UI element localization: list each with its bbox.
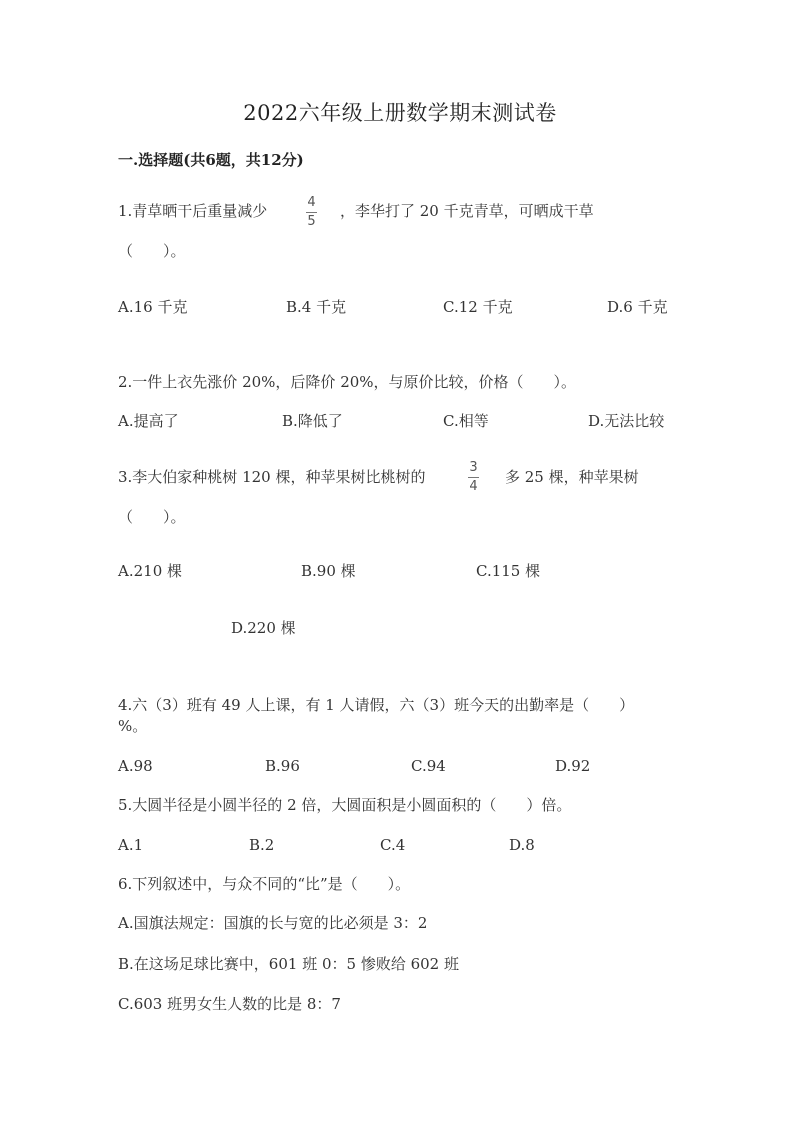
question-3-option-c[interactable]: C.115 棵 — [476, 562, 541, 580]
question-3-fraction — [468, 461, 479, 494]
question-4-text-cont: %。 — [118, 717, 148, 735]
fraction-bar — [306, 212, 317, 213]
question-2-option-b[interactable]: B.降低了 — [282, 412, 343, 430]
question-3-text-b: 多 25 棵，种苹果树 — [505, 468, 639, 486]
fraction-denominator: 5 — [307, 214, 316, 229]
question-1-option-d[interactable]: D.6 千克 — [607, 298, 668, 316]
question-2-text: 2.一件上衣先涨价 20%，后降价 20%，与原价比较，价格（ ）。 — [118, 373, 577, 391]
page-title: 2022六年级上册数学期末测试卷 — [243, 101, 557, 125]
question-1-fraction — [306, 196, 317, 229]
fraction-bar — [468, 477, 479, 478]
question-3-option-d[interactable]: D.220 棵 — [231, 619, 296, 637]
question-1-text-b: ，李华打了 20 千克青草，可晒成干草 — [340, 202, 594, 220]
question-3-option-a[interactable]: A.210 棵 — [118, 562, 182, 580]
question-6-text: 6.下列叙述中，与众不同的“比”是（ ）。 — [118, 875, 411, 893]
question-6-option-a[interactable]: A.国旗法规定：国旗的长与宽的比必须是 3：2 — [118, 914, 428, 932]
question-6-option-b[interactable]: B.在这场足球比赛中，601 班 0：5 惨败给 602 班 — [118, 955, 459, 973]
question-6-option-c[interactable]: C.603 班男女生人数的比是 8：7 — [118, 995, 341, 1013]
question-5-option-a[interactable]: A.1 — [118, 836, 144, 854]
question-4-option-c[interactable]: C.94 — [411, 757, 446, 775]
fraction-denominator: 4 — [469, 479, 478, 494]
question-2-option-c[interactable]: C.相等 — [443, 412, 489, 430]
question-2-option-a[interactable]: A.提高了 — [118, 412, 179, 430]
question-4-option-a[interactable]: A.98 — [118, 757, 153, 775]
fraction-numerator: 3 — [469, 460, 478, 475]
question-1-option-a[interactable]: A.16 千克 — [118, 298, 188, 316]
question-5-option-c[interactable]: C.4 — [380, 836, 406, 854]
section-heading: 一.选择题(共6题，共12分) — [118, 151, 304, 169]
question-4-text: 4.六（3）班有 49 人上课，有 1 人请假，六（3）班今天的出勤率是（ ） — [118, 696, 635, 714]
question-5-option-b[interactable]: B.2 — [249, 836, 275, 854]
question-1-option-b[interactable]: B.4 千克 — [286, 298, 347, 316]
question-3-text-a: 3.李大伯家种桃树 120 棵，种苹果树比桃树的 — [118, 468, 426, 486]
question-3-blank: （ ）。 — [118, 508, 186, 526]
question-1-blank: （ ）。 — [118, 242, 186, 260]
question-2-option-d[interactable]: D.无法比较 — [588, 412, 665, 430]
question-5-text: 5.大圆半径是小圆半径的 2 倍，大圆面积是小圆面积的（ ）倍。 — [118, 796, 572, 814]
question-4-option-d[interactable]: D.92 — [555, 757, 591, 775]
question-1-text-a: 1.青草晒干后重量减少 — [118, 202, 268, 220]
question-5-option-d[interactable]: D.8 — [509, 836, 535, 854]
question-4-option-b[interactable]: B.96 — [265, 757, 300, 775]
question-1-option-c[interactable]: C.12 千克 — [443, 298, 513, 316]
question-3-option-b[interactable]: B.90 棵 — [301, 562, 356, 580]
fraction-numerator: 4 — [307, 195, 316, 210]
